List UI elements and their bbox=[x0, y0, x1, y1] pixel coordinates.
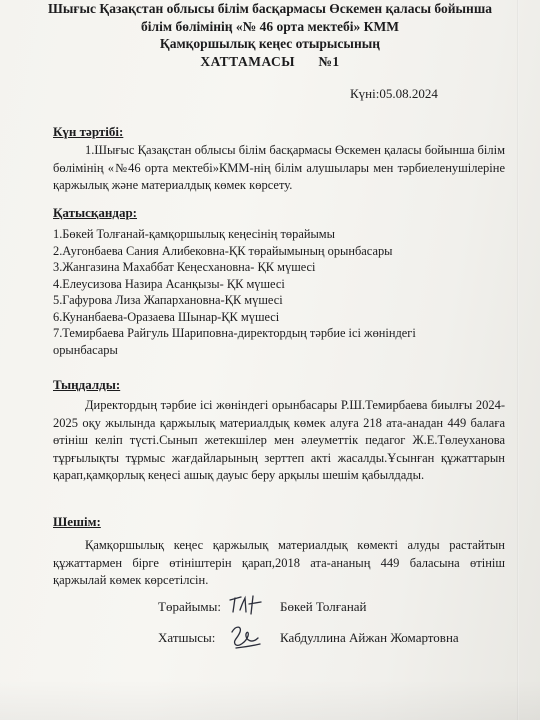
participant-item: 2.Аугонбаева Сания Алибековна-ҚК төрайымының орынбасары bbox=[53, 243, 393, 258]
participant-item: 4.Елеусизова Назира Асанқызы- ҚК мүшесі bbox=[53, 276, 285, 291]
document-title: ХАТТАМАСЫ №1 bbox=[200, 53, 340, 69]
agenda-text: 1.Шығыс Қазақстан облысы білім басқармасы Өскемен қаласы бойынша білім бөлімінің «№46 орта мектебі»КММ-нің білім алушылары мен тәрбиеленушілеріне қаржылық және материалдық көмек көрсету. bbox=[53, 143, 505, 192]
paper-fold bbox=[517, 0, 519, 720]
participant-item: 6.Кунанбаева-Оразаева Шынар-ҚК мүшесі bbox=[53, 309, 280, 324]
heard-heading: Тыңдалды: bbox=[53, 377, 121, 392]
agenda-heading: Күн тәртібі: bbox=[53, 124, 124, 139]
header-line-1: Шығыс Қазақстан облысы білім басқармасы Өскемен қаласы бойынша bbox=[48, 1, 492, 16]
participants-heading: Қатысқандар: bbox=[53, 205, 138, 220]
participant-item: 5.Гафурова Лиза Жапархановна-ҚК мүшесі bbox=[53, 293, 283, 307]
participant-item: 3.Жангазина Махаббат Кеңесхановна- ҚК мүшесі bbox=[53, 260, 316, 274]
document-date: Күні:05.08.2024 bbox=[350, 86, 438, 101]
decision-heading: Шешім: bbox=[53, 514, 101, 529]
secretary-signature bbox=[226, 622, 266, 652]
heard-text: Директордың тәрбие ісі жөніндегі орынбасары Р.Ш.Темирбаева биылғы 2024-2025 оқу жылында қаржылық материалдық көмек алуға 218 ата-анадан 449 балаға өтініш келіп түсті.Сынып жетекшілер мен әлеуметтік педагог Ж.Е.Төлеуханова тұрғылықты тұрмыс жағдайларының зерттеп акті жасалды.Ұсынған құжаттарын қарап,қамқорлық кеңесі ашық дауыс беру арқылы шешім қабылдады. bbox=[53, 398, 505, 482]
secretary-role-label: Хатшысы: bbox=[158, 630, 216, 645]
header-line-3: Қамқоршылық кеңес отырысының bbox=[159, 36, 381, 51]
secretary-name: Кабдуллина Айжан Жомартовна bbox=[280, 630, 459, 645]
header-line-2: білім бөлімінің «№ 46 орта мектебі» КММ bbox=[141, 18, 399, 34]
chair-name: Бөкей Толғанай bbox=[280, 599, 367, 614]
document-header bbox=[40, 0, 500, 70]
participant-item: 1.Бөкей Толғанай-қамқоршылық кеңесінің төрайымы bbox=[53, 227, 335, 241]
participant-item: 7.Темирбаева Райгуль Шариповна-директордың тәрбие ісі жөніндегі орынбасары bbox=[53, 326, 416, 357]
chair-role-label: Төрайымы: bbox=[158, 599, 221, 614]
bottom-shadow bbox=[0, 680, 540, 720]
participants-list bbox=[53, 226, 416, 358]
decision-text: Қамқоршылық кеңес қаржылық материалдық көмекті алуды растайтын құжаттармен бірге өтініштерін қарап,2018 ата-ананың 449 баласына өтініш қаржылай көмек көрсетілсін. bbox=[53, 538, 505, 587]
chair-signature bbox=[227, 592, 267, 616]
